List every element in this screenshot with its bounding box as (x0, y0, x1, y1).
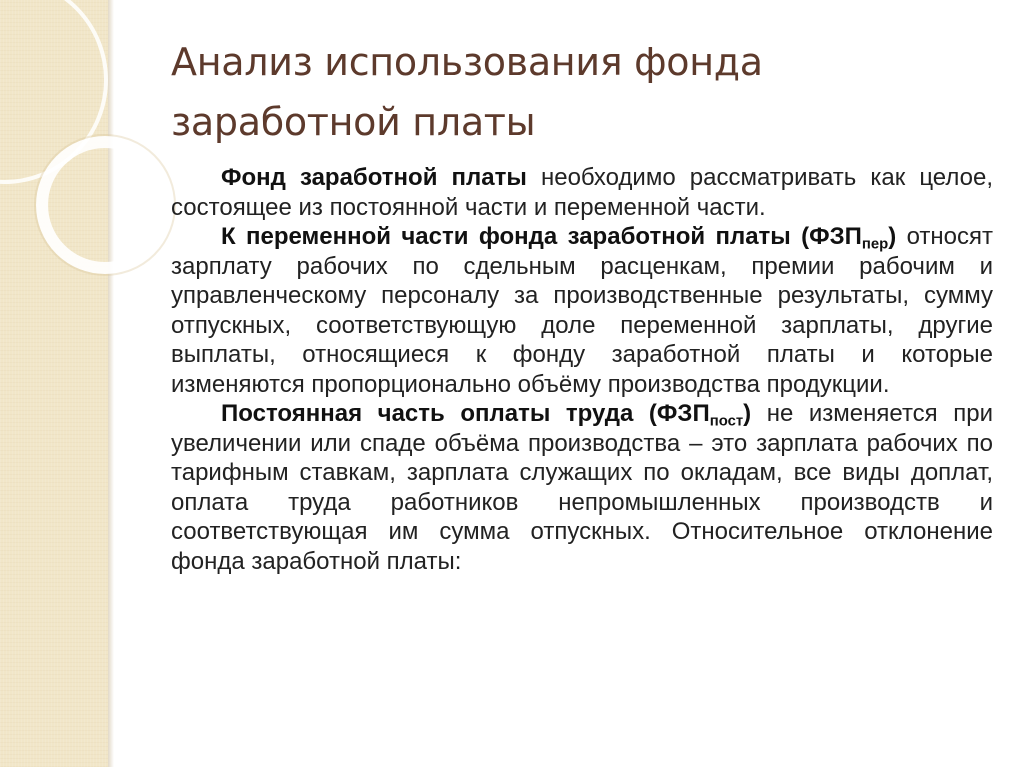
paragraph-2-text: относят зарплату рабочих по сдельным расценкам, премии рабочим и управленческому персоналу за производственные результаты, сумму отпускных, соответствующую доле переменной зарплаты, другие выплаты, относящиеся к фонду заработной платы и которые изменяются пропорционально объёму производства продукции. (171, 223, 993, 398)
decorative-circles (0, 0, 200, 330)
paragraph-2-bold-lead (221, 223, 897, 253)
subscript-per: пер (861, 236, 889, 253)
subscript-post: пост (709, 413, 744, 430)
decorative-ring-large (0, 0, 106, 182)
slide-title: Анализ использования фонда заработной платы (171, 40, 763, 144)
paragraph-fund-definition (171, 163, 993, 222)
paragraph-1-bold-lead: Фонд заработной платы (221, 164, 527, 191)
paragraph-3-bold-close: ) (743, 400, 752, 427)
paragraph-3-bold-lead (221, 400, 752, 430)
slide-body (171, 163, 993, 576)
paragraph-3-bold-text: Постоянная часть оплаты труда (ФЗП (221, 400, 710, 427)
paragraph-2-bold-text: К переменной части фонда заработной платы (ФЗП (221, 223, 862, 250)
paragraph-3-text: не изменяется при увеличении или спаде объёма производства – это зарплата рабочих по тарифным ставкам, зарплата служащих по окладам, все виды доплат, оплата труда работников непромышленных производств и соответствующая им сумма отпускных. Относительное отклонение фонда заработной платы: (171, 400, 993, 575)
paragraph-variable-part (171, 222, 993, 399)
decorative-ring-small (42, 142, 168, 268)
paragraph-2-bold-close: ) (888, 223, 897, 250)
paragraph-fixed-part (171, 399, 993, 576)
paragraph-1-text: необходимо рассматривать как целое, состоящее из постоянной части и переменной части. (171, 164, 993, 221)
decorative-ring-small-shadow (35, 135, 175, 275)
